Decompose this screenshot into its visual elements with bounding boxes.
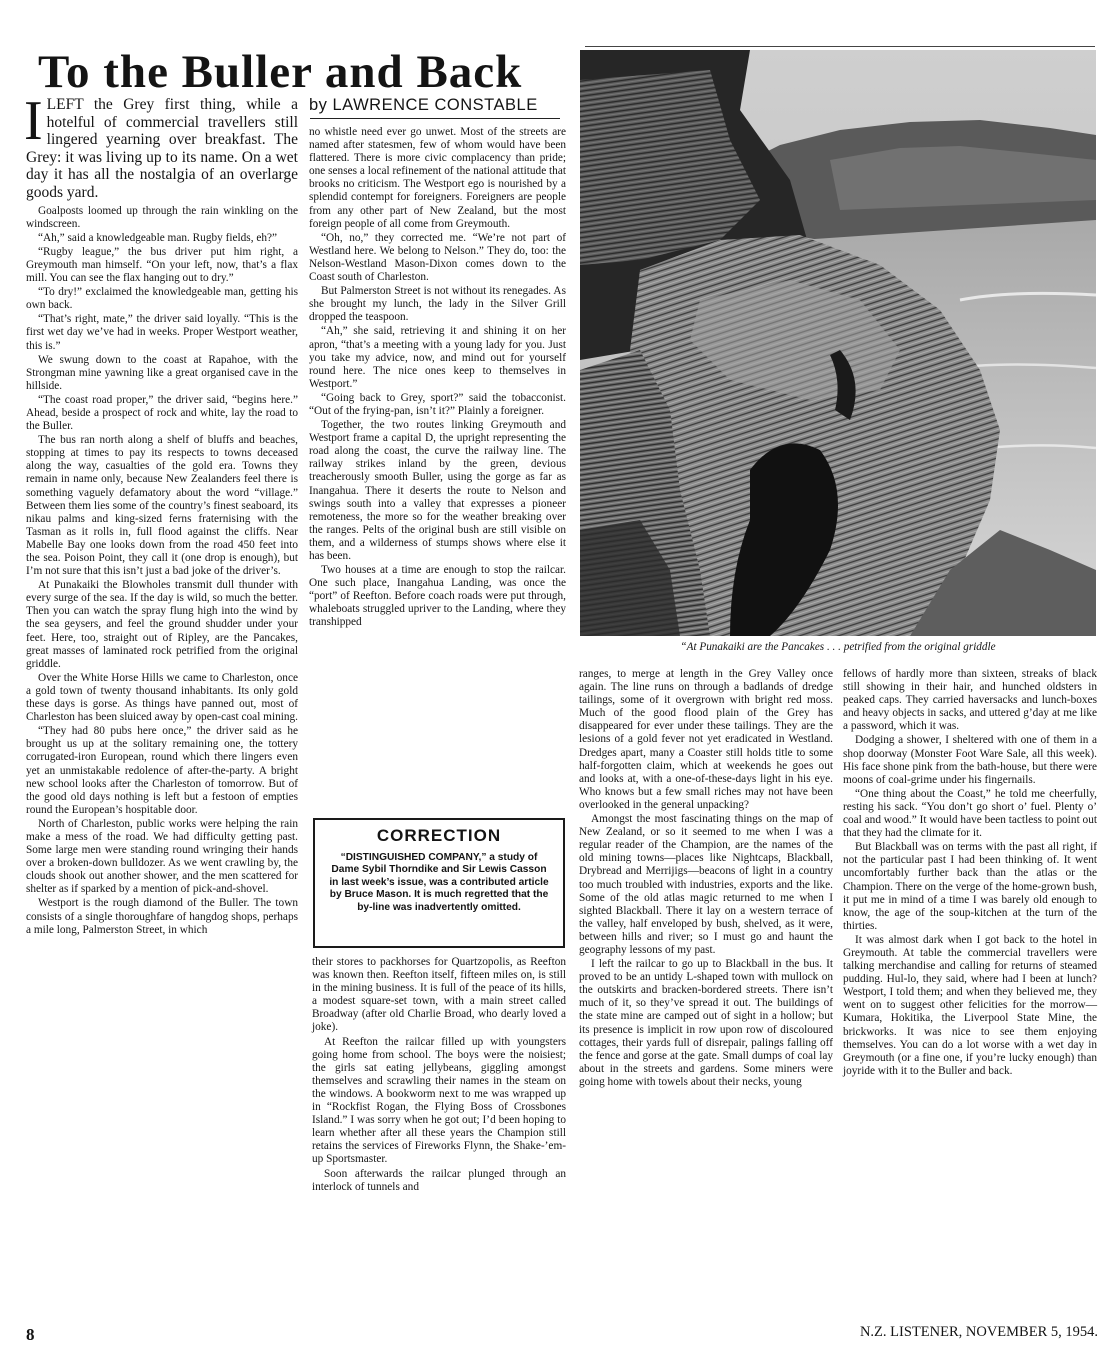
paragraph: “One thing about the Coast,” he told me cheerfully, resting his sack. “You don’t go short o’ fuel. Plenty o’ coal and wood.” It would have been tactless to point out that they had the climate for it. [843,787,1097,840]
paragraph: “Oh, no,” they corrected me. “We’re not part of Westland here. We belong to Nelson.” They do, too: the Nelson-Westland Mason-Dixon comes down to the Coast south of Charleston. [309,231,566,284]
correction-heading: CORRECTION [376,826,502,845]
byline-rule [310,118,560,119]
column-2-lower [312,956,566,1195]
paragraph: But Blackball was on terms with the past all right, if not the particular past I had been thinking of. It went uncomfortably further back than the atlas or the Champion. There on the verge of the home-grown bush, it put me in mind of a time I was barely old enough to know, the age of the soup-kitchen at the turn of the thirties. [843,841,1097,932]
paragraph: But Palmerston Street is not without its renegades. As she brought my lunch, the lady in the Silver Grill dropped the teaspoon. [309,285,566,324]
masthead-rule [585,46,1095,47]
drop-cap: I [24,90,43,152]
paragraph: Over the White Horse Hills we came to Charleston, once a gold town of twenty thousand inhabitants. Its only gold these days is gorse. As things have panned out, most of Charleston has been sluiced away by open-cast coal mining. [26,671,298,724]
article-byline: by LAWRENCE CONSTABLE [309,96,538,114]
article-title: To the Buller and Back [38,46,523,98]
correction-box [313,818,565,948]
pancake-rocks-photo [580,50,1096,636]
paragraph: “Ah,” said a knowledgeable man. Rugby fields, eh?” [38,231,278,244]
paragraph: We swung down to the coast at Rapahoe, with the Strongman mine yawning like a great organised cave in the hillside. [26,353,298,392]
paragraph: Goalposts loomed up through the rain winkling on the windscreen. [26,204,298,230]
column-3 [579,668,833,1090]
column-2-upper [309,126,566,631]
paragraph: fellows of hardly more than sixteen, streaks of black still showing in their hair, and hunched oldsters in peaked caps. They carried haversacks and lunch-boxes and heavy objects in sacks, and uttered g’day at me like a password, which it was. [843,668,1097,733]
paragraph: “Rugby league,” the bus driver put him right, a Greymouth man himself. “On your left, now, that’s a flax mill. You can see the flax hanging out to dry.” [26,245,298,285]
paragraph: Westport is the rough diamond of the Buller. The town consists of a single thoroughfare of hangdog shops, perhaps a mile long, Palmerston Street, in which [26,897,298,936]
paragraph: no whistle need ever go unwet. Most of the streets are named after statesmen, few of whom would have been flattered. There is more civic complacency than pride; one senses a local refinement of the national attitude that brooks no criticism. The Westport ego is nourished by a splendid contempt for foreigners. Foreigners are people from any other part of New Zealand, but the most foreign people of all come from Greymouth. [309,126,566,230]
paragraph: “Going back to Grey, sport?” said the tobacconist. “Out of the frying-pan, isn’t it?” Plainly a foreigner. [309,391,566,417]
photo-illustration [580,50,1096,636]
paragraph: I left the railcar to go up to Blackball in the bus. It proved to be an untidy L-shaped town with mullock on the outskirts and bracken-bordered streets. There isn’t much of it, so they’ve spread it out. The buildings of the state mine are camped out of sight in a hollow; but its presence is implicit in row upon row of discoloured cottages, their yards full of disrepair, palings falling off the fence and gorse at the gate. Small dumps of coal lay about in the streets and gardens. Some miners were going home with towels about their necks, young [579,958,833,1088]
paragraph: ranges, to merge at length in the Grey Valley once again. The line runs on through a badlands of dredge tailings, some of it overgrown with bright red moss. Much of the good flood plain of the Grey has disappeared for ever under these tailings. They are the lesions of a gold fever not yet eradicated in Westland. Dredges apart, many a Coaster still holds title to some half-forgotten claim, which at weekends he goes out and looks at, with a one-of-these-days light in his eye. Who knows but a few small riches may not have been overlooked in the general unpacking? [579,668,833,811]
paragraph: “To dry!” exclaimed the knowledgeable man, getting his own back. [26,286,298,312]
paragraph: Soon afterwards the railcar plunged through an interlock of tunnels and [312,1167,566,1193]
column-4 [843,668,1097,1079]
lead-text: LEFT the Grey first thing, while a hotelful of commercial travellers still lingered yearning over breakfast. The Grey: it was living up to its name. On a wet day it has all the nostalgia of an overlarge goods yard. [26,96,298,201]
paragraph: At Reefton the railcar filled up with youngsters going home from school. The boys were the noisiest; the girls sat eating jellybeans, giggling amongst themselves and scrawling their names in the steam on the windows. A bookworm next to me was wrapped up in “Rockfist Rogan, the Flying Boss of Crossbones Island.” I was sorry when he got out; I’d been hoping to learn whether after all these years the Champion still retains the services of Fireworks Flynn, the Shake-’em-up Sportsmaster. [312,1035,566,1166]
paragraph: The bus ran north along a shelf of bluffs and beaches, stopping at times to pay its respects to towns deceased along the way, casualties of the gold era. Towns they remain in name only, because New Zealanders feel there is something vaguely defamatory about the word “village.” Between them lies some of the country’s finest seaboard, its nikau palms and king-sized ferns fraternising with the Tasman as it rolls in, full flood against the cliffs. Near Mabelle Bay one looks down from the road 450 feet into the sea. Poison Point, they call it (one drop is enough), but I’m not sure that this isn’t just a bad joke of the driver’s. [26,434,298,578]
page-number: 8 [26,1325,35,1344]
paragraph: “Ah,” she said, retrieving it and shining it on her apron, “that’s a meeting with a young lady for you. Just you take my advice, now, and mind out for yourself round here. The nice ones keep to themselves in Westport.” [309,325,566,390]
paragraph: North of Charleston, public works were helping the rain make a mess of the road. We had difficulty getting past. Some large men were standing round wringing their hands over a broken-down bulldozer. As we went crawling by, the clouds shook out another shower, and the men scattered for shelter as if sparked by a mention of pick-and-shovel. [26,817,298,896]
paragraph: Dodging a shower, I sheltered with one of them in a shop doorway (Monster Foot Ware Sale, all this week). His face shone pink from the bath-house, but there were moons of coal-grime under his fingernails. [843,734,1097,786]
paragraph: Amongst the most fascinating things on the map of New Zealand, or so it seemed to me when I was a regular reader of the Champion, are the names of the old mining towns—places like Nightcaps, Blackball, Drybread and Merrijigs—beacons of light in a country too much troubled with industries, exports and the like. Some of the old atlas magic returned to me when I sighted Blackball. There it lay on a western terrace of the valley, half enveloped by bush, shelved, as it were, between hills and river; so I must go and haunt the geography lessons of my past. [579,813,833,956]
photo-caption: “At Punakaiki are the Pancakes . . . petrified from the original griddle [680,641,996,653]
paragraph: Two houses at a time are enough to stop the railcar. One such place, Inangahua Landing, was once the “port” of Reefton. Before coach roads were put through, whaleboats struggled upriver to the Landing, where they transhipped [309,564,566,629]
correction-body: “DISTINGUISHED COMPANY,” a study of Dame Sybil Thorndike and Sir Lewis Casson in last week’s issue, was a contributed article by Bruce Mason. It is much regretted that the by-line was inadvertently omitted. [329,852,549,913]
paragraph: At Punakaiki the Blowholes transmit dull thunder with every surge of the sea. If the day is wild, so much the better. Then you can watch the spray flung high into the wind by the sea geysers, and feel the ground shudder under your feet. Here, too, straight out of Ripley, are the Pancakes, great masses of laminated rock petrified from the original griddle. [26,579,298,670]
column-1 [24,90,298,938]
publication-line: N.Z. LISTENER, NOVEMBER 5, 1954. [859,1324,1098,1340]
paragraph: “The coast road proper,” the driver said, “begins here.” Ahead, beside a prospect of rock and white, lay the road to the Buller. [26,393,298,433]
paragraph: It was almost dark when I got back to the hotel in Greymouth. At table the commercial travellers were talking merchandise and calling for returns of steamed pudding. Hul-lo, they said, where had I been at lunch? Westport, I told them; and when they believed me, they went on to suggest other felicities for the morrow—Kumara, Hokitika, the Liverpool State Mine, the brickworks. It was nice to see them enjoying themselves. You can do a lot worse with a wet day in Greymouth (or a fine one, if you’re lucky enough) than joyride with it to the Buller and back. [843,933,1097,1077]
lead-paragraph [24,90,298,202]
paragraph: “They had 80 pubs here once,” the driver said as he brought us up at the solitary remaining one, the tottery corrugated-iron European, round which there lingers even yet an unmistakable redolence of after-the-party. A bright new school looks after the Charleston of tomorrow. But of the good old days nothing is left but a festoon of empties round the European’s hospitable door. [26,725,298,816]
paragraph: their stores to packhorses for Quartzopolis, as Reefton was known then. Reefton itself, fifteen miles on, is still in the mining business. It is full of the peace of its hills, a modest square-set town, with a main street called Broadway (after old Charlie Broad, who dearly loved a joke). [312,956,566,1034]
paragraph: “That’s right, mate,” the driver said loyally. “This is the first wet day we’ve had in weeks. Proper Westport weather, this is.” [26,313,298,352]
paragraph: Together, the two routes linking Greymouth and Westport frame a capital D, the upright representing the road along the coast, the curve the railway line. The railway strikes inland by the green, devious treacherously smooth Buller, using the gorge as far as Inangahua. There it deserts the route to Nelson and swings south into a valley that expresses a pioneer remoteness, the more so for the weather breaking over the ranges. Pelts of the original bush are still visible on them, and a wilderness of stumps shows where else it has been. [309,419,566,562]
